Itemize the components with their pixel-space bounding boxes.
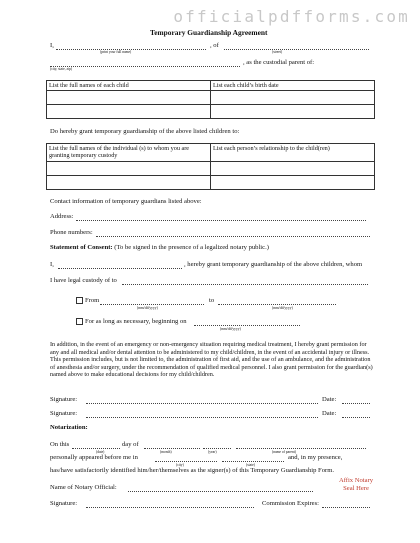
medical-paragraph: In addition, in the event of an emergency or non-emergency situation requiring medical treatment, I hereby grant permission for any and all medical and/or dental attention to be administered to my child/children, in the event of an accidental injury or illness. This permission includes, but is not limited to, the administration of first aid, and the use of an ambulance, and the administration of anesthesia and/or surgery, under the recommendation of qualified medical personnel. I also grant permission for the guardian(s) named above to make educational decisions for my child/children. xyxy=(50,341,373,379)
children-table xyxy=(46,80,375,119)
long-label: For as long as necessary, beginning on xyxy=(85,318,187,325)
hint-notary-state: (state) xyxy=(246,463,255,467)
hint-year: (year) xyxy=(208,450,217,454)
hint-month: (month) xyxy=(160,450,172,454)
contact-heading: Contact information of temporary guardians listed above: xyxy=(50,198,202,205)
date-line[interactable] xyxy=(342,403,370,404)
notary-parent-line[interactable] xyxy=(236,448,366,449)
notary-name-line[interactable] xyxy=(128,491,313,492)
hint-notary-city: (city) xyxy=(176,463,184,467)
consent-name-line[interactable] xyxy=(58,268,182,269)
commission-label: Commission Expires: xyxy=(262,500,319,507)
notary-state-line[interactable] xyxy=(222,461,284,462)
phone-line[interactable] xyxy=(96,236,370,237)
custody-text: I have legal custody of to xyxy=(50,277,117,284)
long-date-line[interactable] xyxy=(194,325,300,326)
consent-heading: Statement of Consent: xyxy=(50,244,113,251)
children-header-name: List the full names of each child xyxy=(47,81,211,91)
address-label: Address: xyxy=(50,213,74,220)
custodial-text: , as the custodial parent of: xyxy=(243,59,315,66)
from-label: From xyxy=(85,297,100,304)
guardian-cell[interactable] xyxy=(47,176,211,190)
signature-label: Signature: xyxy=(50,396,78,403)
intro-i: I, xyxy=(50,42,54,49)
notary-city-line[interactable] xyxy=(155,461,217,462)
signature-line-2[interactable] xyxy=(86,417,318,418)
notary-year-line[interactable] xyxy=(203,448,231,449)
custody-line[interactable] xyxy=(122,284,368,285)
to-label: to xyxy=(209,297,215,304)
children-cell[interactable] xyxy=(47,91,211,105)
date-label: Date: xyxy=(322,396,337,403)
guardian-cell[interactable] xyxy=(211,176,375,190)
hint-parent: (name of parent) xyxy=(272,450,296,454)
page-title: Temporary Guardianship Agreement xyxy=(150,28,268,37)
notary-date-line[interactable] xyxy=(72,448,120,449)
day-of-text: day of xyxy=(122,441,139,448)
street-line[interactable] xyxy=(224,49,369,50)
hint-street: (street) xyxy=(272,50,283,54)
notary-signature-line[interactable] xyxy=(86,507,254,508)
watermark: officialpdfforms.com xyxy=(173,7,410,26)
children-header-birth: List each child’s birth date xyxy=(211,81,375,91)
children-cell[interactable] xyxy=(211,91,375,105)
notary-name-label: Name of Notary Official: xyxy=(50,484,117,491)
identified-text: has/have satisfactorily identified him/her/themselves as the signer(s) of this Temporary Guardianship Form. xyxy=(50,467,334,474)
date-label-2: Date: xyxy=(322,410,337,417)
consent-grant-text: , hereby grant temporary guardianship of the above children, whom xyxy=(184,261,363,268)
children-cell[interactable] xyxy=(211,105,375,119)
long-date-format: (mm/dd/yyyy) xyxy=(220,327,241,331)
guardian-header-name: List the full names of the individual (s) to whom you are granting temporary custody xyxy=(47,144,211,162)
guardian-cell[interactable] xyxy=(47,162,211,176)
consent-note: (To be signed in the presence of a legalized notary public.) xyxy=(114,244,269,251)
intro-of: , of xyxy=(210,42,219,49)
from-date-line[interactable] xyxy=(100,304,204,305)
on-this-text: On this xyxy=(50,441,70,448)
long-checkbox[interactable] xyxy=(76,318,83,325)
children-cell[interactable] xyxy=(47,105,211,119)
to-date-format: (mm/dd/yyyy) xyxy=(272,306,293,310)
guardian-table xyxy=(46,143,375,190)
to-date-line[interactable] xyxy=(218,304,336,305)
address-line[interactable] xyxy=(76,220,366,221)
hint-name: (print your full name) xyxy=(100,50,132,54)
from-checkbox[interactable] xyxy=(76,297,83,304)
consent-i: I, xyxy=(50,261,54,268)
commission-line[interactable] xyxy=(322,507,370,508)
guardian-header-relation: List each person’s relationship to the child(ren) xyxy=(211,144,375,162)
hint-date: (date) xyxy=(96,450,105,454)
signature-line[interactable] xyxy=(86,403,318,404)
hint-city: (city, state, zip) xyxy=(50,67,73,71)
guardian-cell[interactable] xyxy=(211,162,375,176)
signature-label-2: Signature: xyxy=(50,410,78,417)
phone-label: Phone numbers: xyxy=(50,229,93,236)
notarization-heading: Notarization: xyxy=(50,424,88,431)
affix-notary-text: Affix Notary xyxy=(338,477,374,484)
notary-signature-label: Signature: xyxy=(50,500,78,507)
from-date-format: (mm/dd/yyyy) xyxy=(137,306,158,310)
notary-month-line[interactable] xyxy=(144,448,200,449)
appeared-text: personally appeared before me in xyxy=(50,454,138,461)
seal-here-text: Seal Here xyxy=(343,485,369,492)
grant-text: Do hereby grant temporary guardianship of the above listed children to: xyxy=(50,128,240,135)
city-line[interactable] xyxy=(50,66,240,67)
presence-text: and, in my presence, xyxy=(288,454,343,461)
date-line-2[interactable] xyxy=(342,417,370,418)
